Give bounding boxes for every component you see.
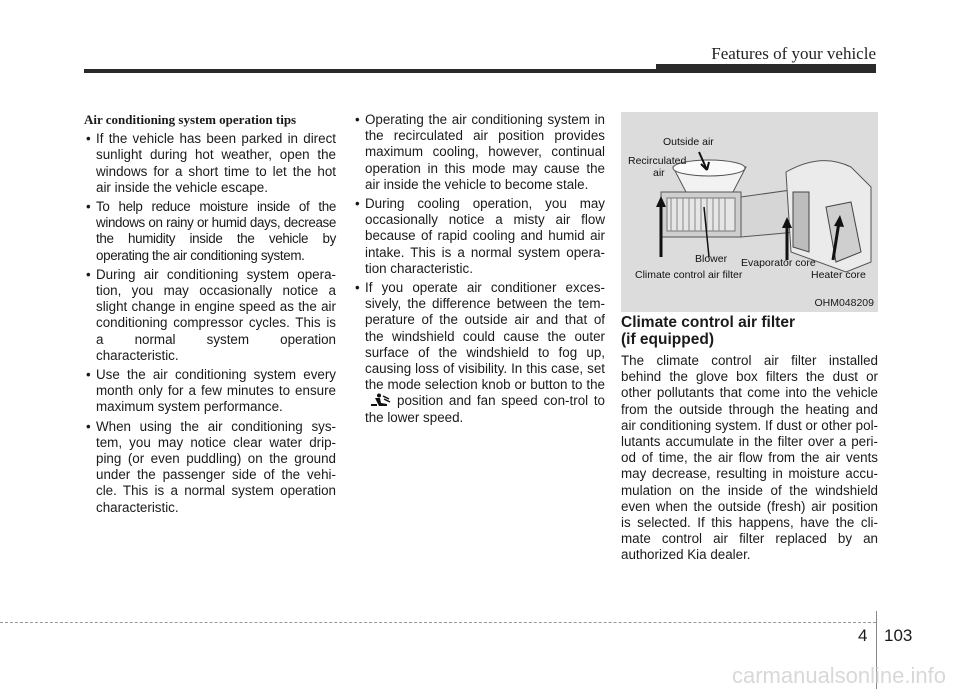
list-item: • When using the air conditioning sys-tem, you may notice clear water drip-ping (or even puddling) on the ground under the passenger side of the vehi-cle. This is a normal system operation characteristic.	[84, 419, 336, 516]
tips-list-2	[353, 112, 605, 426]
air-filter-label: Climate control air filter	[635, 269, 743, 281]
outside-air-label: Outside air	[663, 136, 714, 148]
list-item: • To help reduce moisture inside of the windows on rainy or humid days, decrease the humidity inside the vehicle by operating the air conditioning system.	[84, 199, 336, 264]
watermark: carmanualsonline.info	[731, 663, 946, 688]
chapter-number: 4	[858, 626, 868, 645]
list-item: • Operating the air conditioning system in the recirculated air position provides maximum cooling, however, continual operation in this mode may cause the air inside the vehicle to become stale.	[353, 112, 605, 193]
column-1	[84, 112, 336, 519]
recirculated-air-label: Recirculated	[628, 155, 687, 167]
tips-list-1	[84, 131, 336, 516]
header-rule	[84, 69, 876, 73]
list-item: • During air conditioning system opera-tion, you may occasionally notice a slight change in engine speed as the air conditioning compressor cycles. This is a normal system operation characteristic.	[84, 267, 336, 364]
column-2	[353, 112, 605, 429]
airflow-diagram	[621, 112, 878, 312]
tips-heading: Air conditioning system operation tips	[84, 112, 297, 127]
figure-code: OHM048209	[814, 297, 874, 309]
list-item	[353, 280, 605, 426]
blower-label: Blower	[695, 253, 728, 265]
footer-rule	[0, 622, 876, 623]
list-item: • Use the air conditioning system every month only for a few minutes to ensure maximum system performance.	[84, 367, 336, 416]
list-item-text-b: position and fan speed con-trol to the lower speed.	[365, 393, 605, 425]
list-item: • If the vehicle has been parked in direct sunlight during hot weather, open the windows for a short time to let the hot air inside the vehicle escape.	[84, 131, 336, 196]
section-title-line-2: (if equipped)	[621, 331, 714, 348]
section-title-line-1: Climate control air filter	[621, 314, 795, 331]
running-header: Features of your vehicle	[711, 44, 876, 63]
list-item: • During cooling operation, you may occasionally notice a misty air flow because of rapid cooling and humid air intake. This is a normal system opera-tion characteristic.	[353, 196, 605, 277]
evaporator-core-label: Evaporator core	[741, 257, 816, 269]
page-number: 103	[884, 626, 913, 645]
floor-mode-icon	[369, 393, 393, 407]
list-item-text-a: If you operate air conditioner exces-sively, the difference between the tem-perature of the outside air and that of the windshield could cause the outer surface of the windshield to fog up, causing loss of visibility. In this case, set the mode selection knob or button to the	[365, 280, 605, 393]
section-title	[621, 314, 878, 348]
recirculated-air-label-2: air	[653, 167, 665, 179]
hvac-illustration	[621, 112, 878, 312]
section-body: The climate control air filter installed behind the glove box filters the dust or other pollutants that come into the vehicle from the outside through the heating and air conditioning system. If dust or other pol-lutants accumulate in the filter over a peri-od of time, the air flow from the air vents may decrease, resulting in moisture accu-mulation on the inside of the windshield even when the outside (fresh) air position is selected. If this happens, have the cli-mate control air filter replaced by an authorized Kia dealer.	[621, 353, 878, 563]
heater-core-label: Heater core	[811, 269, 866, 281]
